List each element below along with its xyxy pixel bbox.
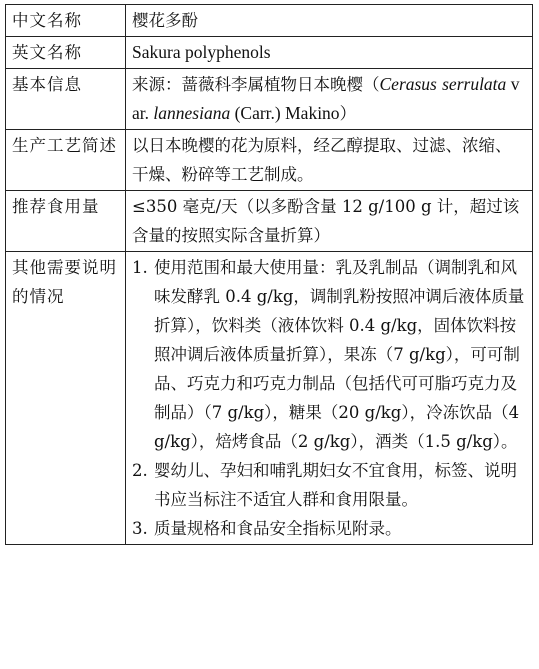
note-text: 使用范围和最大使用量：乳及乳制品（调制乳和风味发酵乳 0.4 g/kg，调制乳粉按照冲调后液体质量折算），饮料类（液体饮料 0.4 g/kg，固体饮料按照冲调后液体质量折算），果冻（7 g/kg），可可制品、巧克力和巧克力制品（包括代可可脂巧克力及制品）（7 g/kg），糖果（20 g/kg），冷冻饮品（4 g/kg），焙烤食品（2 g/kg），酒类（1.5 g/kg）。	[154, 258, 525, 451]
note-text: 质量规格和食品安全指标见附录。	[154, 519, 402, 538]
row-intake	[6, 191, 533, 252]
note-text: 婴幼儿、孕妇和哺乳期妇女不宜食用，标签、说明书应当标注不适宜人群和食用限量。	[154, 461, 517, 509]
label-intake: 推荐食用量	[6, 191, 126, 252]
value-basic-info	[126, 69, 533, 130]
source-prefix: 来源：蔷薇科李属植物日本晚樱（	[132, 75, 380, 94]
source-variety: lannesiana	[153, 103, 231, 123]
note-number: 1.	[132, 258, 148, 277]
value-other	[126, 252, 533, 545]
value-chinese-name: 樱花多酚	[126, 5, 533, 37]
label-other: 其他需要说明的情况	[6, 252, 126, 545]
row-chinese-name	[6, 5, 533, 37]
notes-list	[132, 253, 526, 543]
note-item	[132, 253, 526, 456]
note-number: 2.	[132, 461, 148, 480]
label-basic-info: 基本信息	[6, 69, 126, 130]
source-var: var.	[132, 74, 520, 123]
value-intake: ≤350 毫克/天（以多酚含量 12 g/100 g 计，超过该含量的按照实际含量折算）	[126, 191, 533, 252]
row-basic-info	[6, 69, 533, 130]
note-number: 3.	[132, 519, 148, 538]
label-production: 生产工艺简述	[6, 130, 126, 191]
source-genus: Cerasus	[379, 74, 437, 94]
source-suffix: ）	[339, 104, 357, 123]
value-english-name: Sakura polyphenols	[126, 37, 533, 69]
row-production	[6, 130, 533, 191]
value-production: 以日本晚樱的花为原料，经乙醇提取、过滤、浓缩、干燥、粉碎等工艺制成。	[126, 130, 533, 191]
source-species: serrulata	[442, 74, 507, 94]
row-english-name	[6, 37, 533, 69]
label-english-name: 英文名称	[6, 37, 126, 69]
note-item	[132, 456, 526, 514]
spec-table	[5, 4, 533, 545]
source-authority: (Carr.) Makino	[230, 103, 340, 123]
row-other	[6, 252, 533, 545]
note-item	[132, 514, 526, 543]
label-chinese-name: 中文名称	[6, 5, 126, 37]
